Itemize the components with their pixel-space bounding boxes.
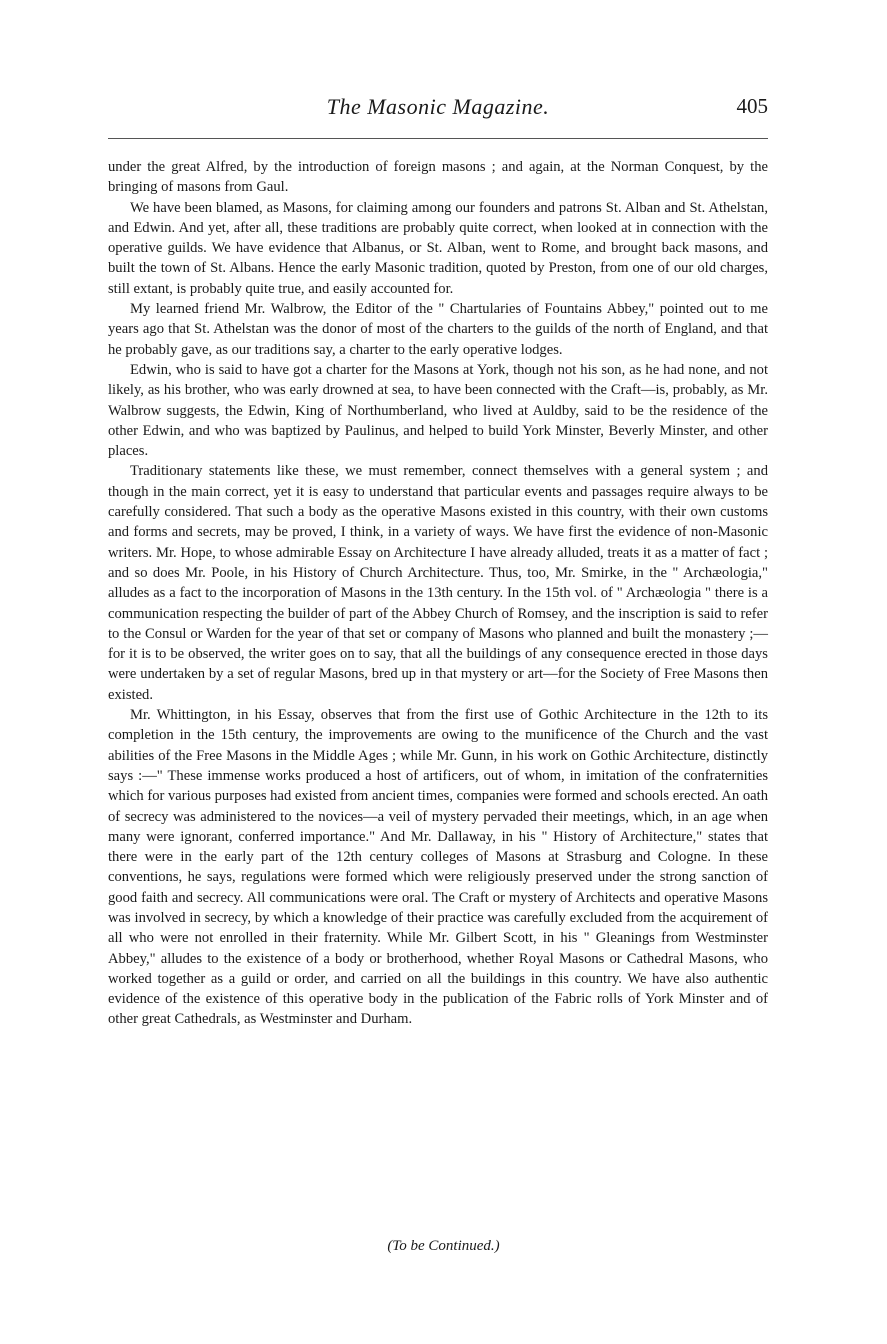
running-title: The Masonic Magazine.: [326, 94, 550, 119]
paragraph: under the great Alfred, by the introduction of foreign masons ; and again, at the Norman Conquest, by the bringing of masons from Gaul.: [108, 159, 768, 196]
paragraph: Traditionary statements like these, we must remember, connect themselves with a general system ; and though in the main correct, yet it is easy to understand that particular events and passages require always to be carefully considered. That such a body as the operative Masons existed in this country, with their own customs and forms and secrets, may be proved, I think, in a variety of ways. We have first the evidence of non-Masonic writers. Mr. Hope, to whose admirable Essay on Architecture I have already alluded, treats it as a matter of fact ; and so does Mr. Poole, in his History of Church Architecture. Thus, too, Mr. Smirke, in the " Archæologia," alludes as a fact to the incorporation of Masons in the 13th century. In the 15th vol. of " Archæologia " there is a communication respecting the builder of part of the Abbey Church of Romsey, and the inscription is said to refer to the Consul or Warden for the year of that set or company of Masons who planned and built the monastery ;—for it is to be observed, the writer goes on to say, that all the buildings of any consequence erected in those days were undertaken by a set of regular Masons, bred up in that mystery or art—for the Society of Free Masons then existed.: [108, 463, 768, 703]
paragraph: My learned friend Mr. Walbrow, the Editor of the " Chartularies of Fountains Abbey," pointed out to me years ago that St. Athelstan was the donor of most of the charters to the guilds of the north of England, and that he probably gave, as our traditions say, a charter to the early operative lodges.: [108, 301, 768, 358]
to-be-continued: (To be Continued.): [387, 1238, 500, 1254]
paragraph: Edwin, who is said to have got a charter for the Masons at York, though not his son, as he had none, and not likely, as his brother, who was early drowned at sea, to have been connected with the Craft—is, probably, as Mr. Walbrow suggests, the Edwin, King of Northumberland, who lived at Auldby, said to be the residence of the other Edwin, and who was baptized by Paulinus, and helped to build York Minster, Beverly Minster, and other places.: [108, 361, 768, 460]
paragraph: Mr. Whittington, in his Essay, observes that from the first use of Gothic Architecture in the 12th to its completion in the 15th century, the improvements are owing to the munificence of the Church and the vast abilities of the Free Masons in the Middle Ages ; while Mr. Gunn, in his work on Gothic Architecture, distinctly says :—" These immense works produced a host of artificers, out of whom, in imitation of the confraternities which for various purposes had existed from ancient times, companies were formed and schools erected. An oath of secrecy was administered to the novices—a veil of mystery pervaded their meetings, which, in an age when many were ignorant, conferred importance." And Mr. Dallaway, in his " History of Architecture," states that there were in the early part of the 12th century colleges of Masons at Strasburg and Cologne. In these conventions, he says, regulations were formed which were religiously preserved under the strong sanction of good faith and secrecy. All communications were oral. The Craft or mystery of Architects and operative Masons was involved in secrecy, by which a knowledge of their practice was carefully excluded from the acquirement of all who were not enrolled in their fraternity. While Mr. Gilbert Scott, in his " Gleanings from Westminster Abbey," alludes to the existence of a body or brotherhood, whether Royal Masons or Cathedral Masons, who worked together as a guild or order, and carried on all the buildings in this country. We have also authentic evidence of the existence of this operative body in the publication of the Fabric rolls of York Minster and of other great Cathedrals, as Westminster and Durham.: [108, 707, 768, 1028]
paragraph: We have been blamed, as Masons, for claiming among our founders and patrons St. Alban and St. Athelstan, and Edwin. And yet, after all, these traditions are probably quite correct, when looked at in connection with the operative guilds. We have evidence that Albanus, or St. Alban, went to Rome, and brought back masons, and built the town of St. Albans. Hence the early Masonic tradition, quoted by Preston, from one of our old charges, still extant, is probably quite true, and easily accounted for.: [108, 199, 768, 297]
header-rule: [108, 138, 768, 139]
page-header: [108, 94, 768, 134]
page-number: 405: [736, 94, 768, 118]
article-body: [108, 157, 768, 1030]
